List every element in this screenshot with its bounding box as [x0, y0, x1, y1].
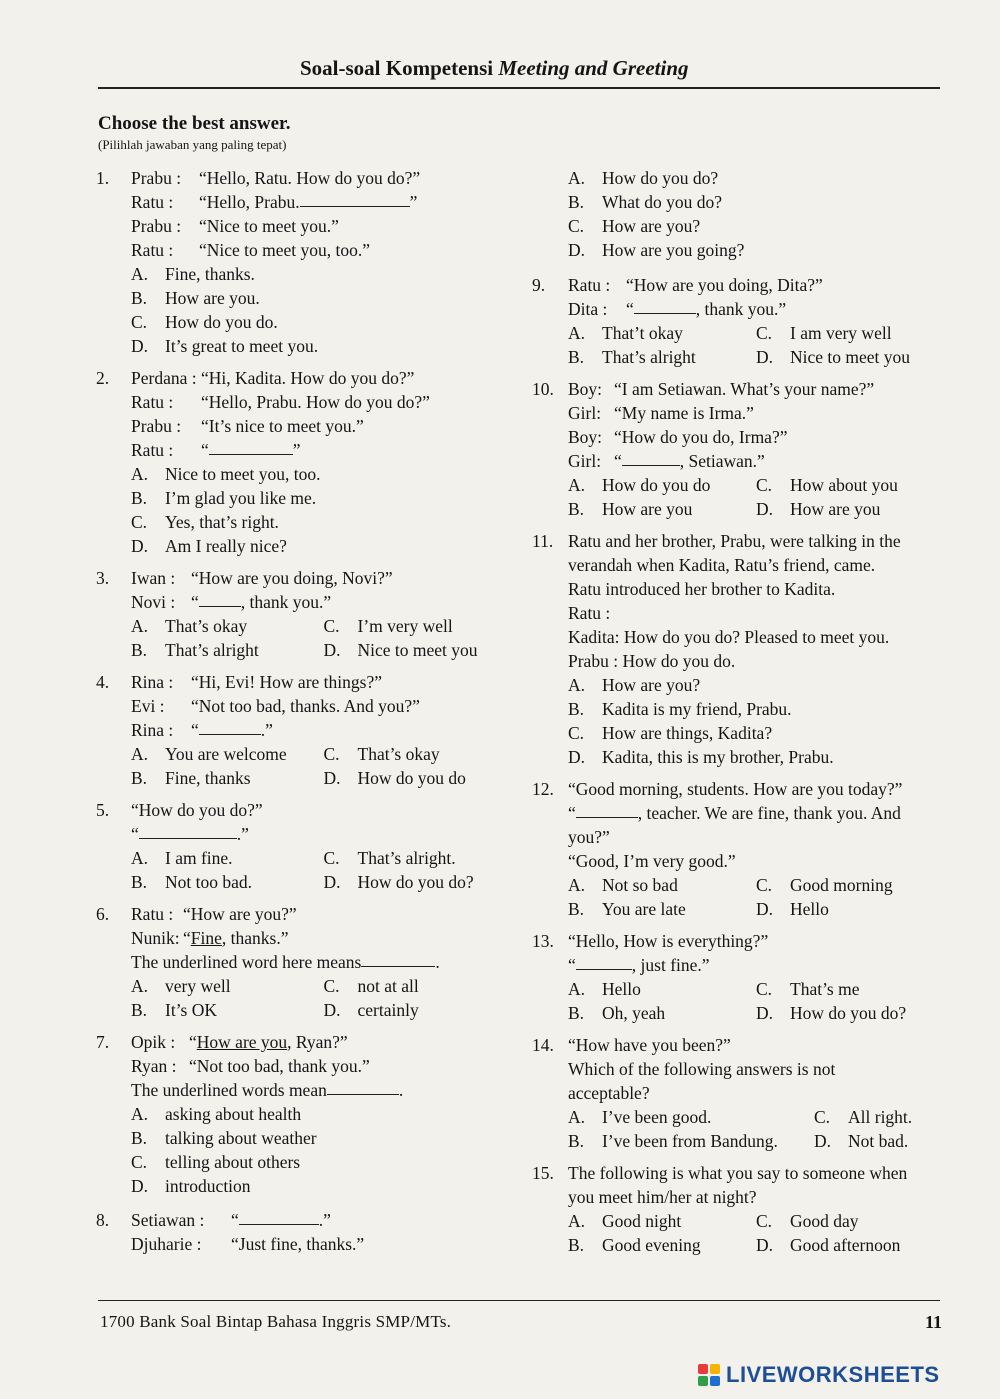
option-c[interactable]: C. Yes, that’s right.	[131, 512, 279, 532]
question-number: 5.	[96, 800, 110, 820]
option-a[interactable]: A. How do you do	[568, 475, 711, 495]
question-5: 5. “How do you do?” “ .” A. I am fine. C. That’s alright. B. Not too bad. D. How do you do?	[96, 798, 516, 894]
answer-blank[interactable]	[209, 438, 293, 455]
answer-blank[interactable]	[199, 590, 241, 607]
option-a[interactable]: A. That’s okay	[131, 616, 248, 636]
option-d[interactable]: D. Kadita, this is my brother, Prabu.	[568, 747, 834, 767]
option-c[interactable]: C. telling about others	[131, 1152, 301, 1172]
option-c[interactable]: C. That’s okay	[323, 744, 440, 764]
option-b[interactable]: B. How are you.	[131, 288, 260, 308]
option-c[interactable]: C. All right.	[814, 1107, 913, 1127]
question-1: 1. Prabu : “Hello, Ratu. How do you do?” Ratu : “Hello, Prabu. ” Prabu : “Nice to meet you.” Ratu : “Nice to meet you, too.” A. Fine, thanks. B. How are you. C. How do you do. D. It’s great to meet you.	[96, 166, 516, 358]
question-6: 6. Ratu : “How are you?” Nunik: “ Fine , thanks.” The underlined word here means . A. very well C. not at all B. It’s OK D. certainly	[96, 902, 516, 1022]
question-number: 7.	[96, 1032, 110, 1052]
option-b[interactable]: B. Kadita is my friend, Prabu.	[568, 699, 792, 719]
logo-square	[710, 1364, 720, 1374]
option-b[interactable]: B. Oh, yeah	[568, 1003, 666, 1023]
question-2: 2. Perdana : “Hi, Kadita. How do you do?” Ratu : “Hello, Prabu. How do you do?” Prabu : “It’s nice to meet you.” Ratu : “ ” A. Nice to meet you, too. B. I’m glad you like me. C. Yes, that’s right. D. Am I really nice?	[96, 366, 516, 558]
question-3: 3. Iwan : “How are you doing, Novi?” Novi : “ , thank you.” A. That’s okay C. I’m very well B. That’s alright D. Nice to meet you	[96, 566, 516, 662]
option-c[interactable]: C. I am very well	[756, 323, 892, 343]
question-number: 8.	[96, 1210, 110, 1230]
option-c[interactable]: C. How about you	[756, 475, 898, 495]
question-8: 8. Setiawan : “ .” Djuharie : “Just fine, thanks.”	[96, 1210, 365, 1254]
answer-blank[interactable]	[327, 1078, 399, 1095]
option-d[interactable]: D. It’s great to meet you.	[131, 336, 319, 356]
question-number: 6.	[96, 904, 110, 924]
option-d[interactable]: D. Not bad.	[814, 1131, 909, 1151]
option-d[interactable]: D. How do you do	[323, 768, 466, 788]
option-c[interactable]: C. How are you?	[568, 216, 701, 236]
option-c[interactable]: C. not at all	[323, 976, 419, 996]
question-number: 3.	[96, 568, 110, 588]
question-12: 12. “Good morning, students. How are you today?” “ , teacher. We are fine, thank you. And you?” “Good, I’m very good.” A. Not so bad C. Good morning B. You are late D. Hello	[532, 777, 944, 921]
question-number: 11.	[532, 531, 554, 551]
question-number: 2.	[96, 368, 110, 388]
question-number: 9.	[532, 275, 546, 295]
answer-blank[interactable]	[139, 822, 237, 839]
liveworksheets-logo-icon	[698, 1364, 720, 1386]
answer-blank[interactable]	[300, 190, 410, 207]
option-b[interactable]: B. How are you	[568, 499, 693, 519]
logo-square	[710, 1376, 720, 1386]
option-c[interactable]: C. How do you do.	[131, 312, 278, 332]
option-d[interactable]: D. introduction	[131, 1176, 251, 1196]
option-b[interactable]: B. I’m glad you like me.	[131, 488, 317, 508]
left-column	[96, 166, 516, 1264]
option-a[interactable]: A. very well	[131, 976, 231, 996]
answer-blank[interactable]	[634, 297, 696, 314]
header-rule	[98, 87, 940, 89]
brand-name: LIVEWORKSHEETS	[726, 1362, 940, 1387]
question-14: 14. “How have you been?” Which of the following answers is not acceptable? A. I’ve been good. C. All right. B. I’ve been from Bandung. D. Not bad.	[532, 1033, 944, 1153]
answer-blank[interactable]	[239, 1208, 319, 1225]
question-7: 7. Opik : “ How are you , Ryan?” Ryan : “Not too bad, thank you.” The underlined words mean . A. asking about health B. talking about weather C. telling about others D. introduction	[96, 1030, 516, 1198]
option-a[interactable]: A. How do you do?	[568, 168, 719, 188]
option-d[interactable]: D. Good afternoon	[756, 1235, 901, 1255]
option-c[interactable]: C. That’s alright.	[323, 848, 456, 868]
logo-square	[698, 1364, 708, 1374]
question-15: 15. The following is what you say to someone when you meet him/her at night? A. Good night C. Good day B. Good evening D. Good afternoon	[532, 1161, 944, 1257]
answer-blank[interactable]	[622, 449, 680, 466]
question-number: 1.	[96, 168, 110, 188]
option-a[interactable]: A. I am fine.	[131, 848, 233, 868]
liveworksheets-brand[interactable]	[698, 1362, 940, 1388]
option-a[interactable]: A. How are you?	[568, 675, 701, 695]
answer-blank[interactable]	[361, 950, 435, 967]
option-d[interactable]: D. How do you do?	[323, 872, 474, 892]
option-b[interactable]: B. That’s alright	[131, 640, 259, 660]
option-b[interactable]: B. Fine, thanks	[131, 768, 251, 788]
question-number: 13.	[532, 931, 554, 951]
question-number: 10.	[532, 379, 554, 399]
option-c[interactable]: C. Good morning	[756, 875, 893, 895]
option-a[interactable]: A. You are welcome	[131, 744, 287, 764]
option-a[interactable]: A. That’t okay	[568, 323, 683, 343]
option-b[interactable]: B. That’s alright	[568, 347, 696, 367]
page-number: 11	[925, 1312, 943, 1332]
question-11: 11. Ratu and her brother, Prabu, were talking in the verandah when Kadita, Ratu’s friend, came. Ratu introduced her brother to Kadita. Ratu : Kadita: How do you do? Pleased to meet you. Prabu : How do you do. A. How are you? B. Kadita is my friend, Prabu. C. How are things, Kadita? D. Kadita, this is my brother, Prabu.	[532, 529, 944, 769]
option-d[interactable]: D. How are you going?	[568, 240, 745, 260]
question-8-options	[532, 166, 944, 262]
option-d[interactable]: D. How do you do?	[756, 1003, 907, 1023]
question-9: 9. Ratu : “How are you doing, Dita?” Dita : “ , thank you.” A. That’t okay C. I am very well B. That’s alright D. Nice to meet you	[532, 273, 944, 369]
page-header: Soal-soal Kompetensi Meeting and Greeting	[300, 56, 689, 80]
right-column	[532, 166, 944, 1265]
option-d[interactable]: D. Nice to meet you	[756, 347, 911, 367]
option-b[interactable]: B. You are late	[568, 899, 686, 919]
answer-blank[interactable]	[576, 801, 638, 818]
option-d[interactable]: D. Hello	[756, 899, 829, 919]
option-d[interactable]: D. certainly	[323, 1000, 419, 1020]
option-b[interactable]: B. Good evening	[568, 1235, 701, 1255]
option-d[interactable]: D. Nice to meet you	[323, 640, 478, 660]
option-b[interactable]: B. It’s OK	[131, 1000, 218, 1020]
option-d[interactable]: D. How are you	[756, 499, 881, 519]
instruction-subtitle: (Pilihlah jawaban yang paling tepat)	[98, 137, 287, 152]
book-title: 1700 Bank Soal Bintap Bahasa Inggris SMP/MTs.	[100, 1312, 452, 1331]
option-c[interactable]: C. That’s me	[756, 979, 860, 999]
question-number: 4.	[96, 672, 110, 692]
option-a[interactable]: A. Hello	[568, 979, 641, 999]
answer-blank[interactable]	[576, 953, 632, 970]
option-a[interactable]: A. Good night	[568, 1211, 682, 1231]
option-b[interactable]: B. What do you do?	[568, 192, 723, 212]
question-number: 12.	[532, 779, 554, 799]
option-c[interactable]: C. How are things, Kadita?	[568, 723, 773, 743]
option-c[interactable]: C. Good day	[756, 1211, 859, 1231]
question-number: 14.	[532, 1035, 554, 1055]
option-a[interactable]: A. Not so bad	[568, 875, 678, 895]
answer-blank[interactable]	[199, 718, 261, 735]
question-number: 15.	[532, 1163, 554, 1183]
option-d[interactable]: D. Am I really nice?	[131, 536, 287, 556]
option-b[interactable]: B. talking about weather	[131, 1128, 317, 1148]
logo-square	[698, 1376, 708, 1386]
option-a[interactable]: A. Fine, thanks.	[131, 264, 255, 284]
option-a[interactable]: A. Nice to meet you, too.	[131, 464, 321, 484]
instruction-title: Choose the best answer.	[98, 113, 291, 134]
option-a[interactable]: A. I’ve been good.	[568, 1107, 712, 1127]
option-b[interactable]: B. I’ve been from Bandung.	[568, 1131, 778, 1151]
question-10: 10. Boy: “I am Setiawan. What’s your name?” Girl: “My name is Irma.” Boy: “How do you do, Irma?” Girl: “ , Setiawan.” A. How do you do C. How about you B. How are you D. How are you	[532, 377, 944, 521]
option-b[interactable]: B. Not too bad.	[131, 872, 253, 892]
option-c[interactable]: C. I’m very well	[323, 616, 453, 636]
footer-rule	[98, 1300, 940, 1301]
option-a[interactable]: A. asking about health	[131, 1104, 302, 1124]
question-13: 13. “Hello, How is everything?” “ , just fine.” A. Hello C. That’s me B. Oh, yeah D. How do you do?	[532, 929, 944, 1025]
question-4: 4. Rina : “Hi, Evi! How are things?” Evi : “Not too bad, thanks. And you?” Rina : “ .” A. You are welcome C. That’s okay B. Fine, thanks D. How do you do	[96, 670, 516, 790]
